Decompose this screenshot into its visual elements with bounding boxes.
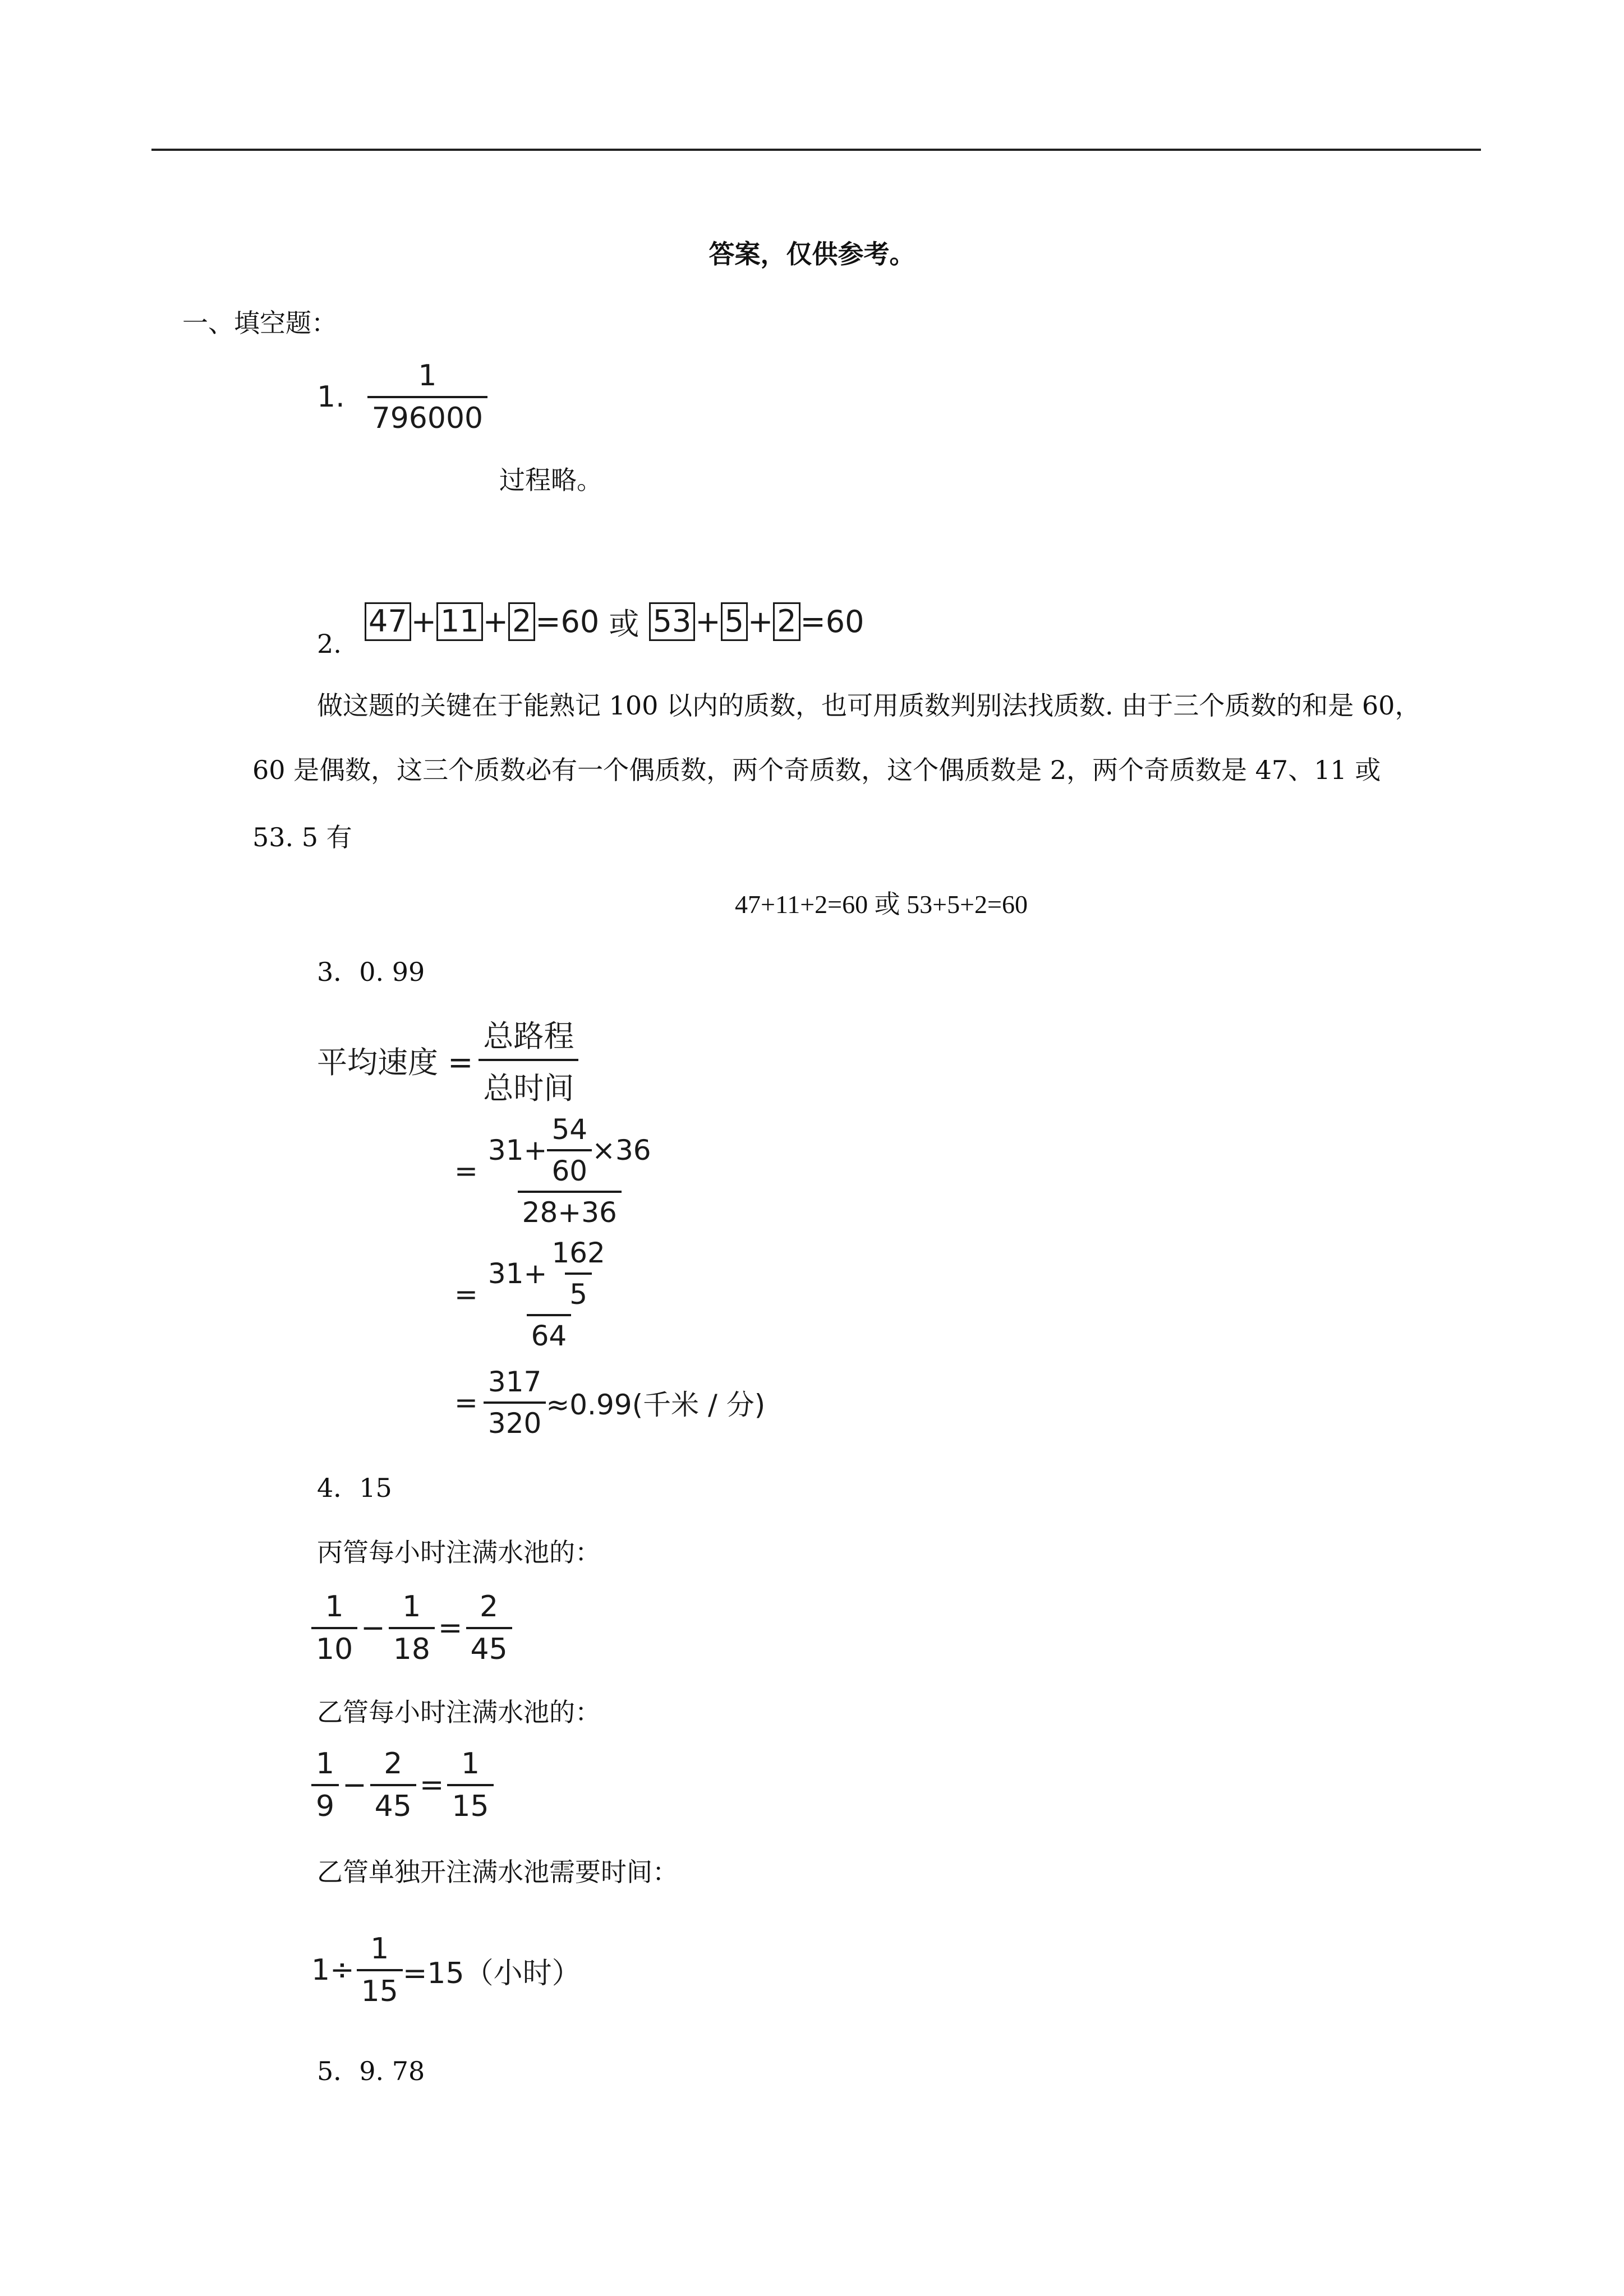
q4-f1-a-den: 10 [311,1627,357,1666]
q3-l2-inner-num: 54 [551,1113,588,1146]
q4-formula-1 [311,1590,512,1666]
q5-label: 5．9. 78 [317,2056,425,2086]
q4-f2-c-num: 1 [461,1747,480,1781]
q4-f2-b-num: 2 [384,1747,403,1781]
q2-op-4: + [747,604,774,639]
q1-numerator: 1 [418,359,437,393]
q3-fraction-3-den: 64 [527,1314,572,1352]
q4-f3-den: 15 [357,1969,403,2008]
q4-formula-2 [311,1747,494,1823]
q4-f2-eq: = [419,1768,444,1802]
q4-text-1: 丙管每小时注满水池的： [317,1537,601,1567]
q3-l3-inner-den: 5 [565,1273,592,1311]
q2-boxed-equations [365,600,864,643]
q1-label: 1. [317,380,345,414]
q2-explain-line-2: 60 是偶数，这三个质数必有一个偶质数，两个奇质数，这个偶质数是 2，两个奇质数是 47、11 或 [252,755,1381,785]
q4-f2-a-den: 9 [311,1784,339,1823]
q4-f1-eq: = [438,1611,463,1645]
q3-line-2 [454,1113,656,1229]
q2-explain-line-1: 做这题的关键在于能熟记 100 以内的质数，也可用质数判别法找质数. 由于三个质数的和是 60， [317,690,1421,721]
q4-f3-num: 1 [370,1932,389,1966]
q3-avg-speed: 平均速度 = [317,1044,473,1080]
page-title: 答案，仅供参考。 [709,239,915,269]
q3-fraction-4 [484,1366,546,1440]
q4-f2-a-num: 1 [316,1747,335,1781]
q4-f1-b-den: 18 [389,1627,435,1666]
q3-fraction-3 [484,1237,614,1352]
q4-f3-pre: 1÷ [311,1953,355,1987]
q2-box-4: 53 [649,602,696,640]
q1-answer [317,359,487,435]
q4-f2-op: − [342,1768,367,1802]
q3-equals-2: = [454,1278,478,1311]
q3-l4-num: 317 [487,1366,542,1398]
q3-equals-3: = [454,1386,478,1419]
q3-fraction-2 [484,1113,656,1229]
q3-line-4 [454,1366,765,1440]
q3-l2-b: ×36 [592,1134,651,1167]
q4-f2-b-den: 45 [370,1784,416,1823]
q2-box-5: 5 [721,602,748,640]
q4-formula-3 [311,1932,581,2008]
q2-op-3: + [695,604,721,639]
q2-op-1: + [411,604,436,639]
q2-result: 47+11+2=60 或 53+5+2=60 [735,890,1028,919]
q4-f1-op: − [361,1611,385,1645]
q4-f1-b-num: 1 [402,1590,421,1624]
q3-label: 3．0. 99 [317,957,425,987]
q3-l3-a: 31+ [487,1257,548,1290]
q3-fraction-2-den: 28+36 [518,1191,622,1229]
q3-l2-inner-den: 60 [547,1149,592,1187]
q3-fraction-1 [479,1012,578,1108]
q2-box-2: 11 [436,602,483,640]
q3-fraction-2-inner [547,1113,592,1187]
q4-f1-b [389,1590,435,1666]
q4-f1-a [311,1590,357,1666]
q2-eq-1: =60 [535,604,600,639]
q2-or: 或 [599,606,649,642]
q2-explain-line-3: 53. 5 有 [252,822,352,852]
q3-fraction-3-num [484,1237,614,1314]
header-rule [151,149,1481,151]
q4-f2-c [447,1747,493,1823]
q4-f2-c-den: 15 [447,1784,493,1823]
q1-denominator: 796000 [367,396,488,435]
q1-fraction [367,359,488,435]
q3-fraction-2-num [484,1113,656,1191]
q4-f3-post: =15（小时） [402,1956,581,1990]
q4-text-2: 乙管每小时注满水池的： [317,1697,601,1727]
q4-f1-a-num: 1 [325,1590,344,1624]
q4-f1-c-num: 2 [480,1590,499,1624]
q3-equals-1: = [454,1155,478,1187]
q3-l3-inner-num: 162 [551,1237,605,1269]
q1-note: 过程略。 [499,465,602,495]
q4-f3-frac [357,1932,403,2008]
q4-f2-b [370,1747,416,1823]
q4-f2-a [311,1747,339,1823]
q4-f1-c [466,1590,512,1666]
q3-total-distance: 总路程 [483,1018,574,1054]
q2-box-3: 2 [508,602,535,640]
q2-box-1: 47 [365,602,411,640]
q4-text-3: 乙管单独开注满水池需要时间： [317,1857,678,1887]
q4-f1-c-den: 45 [466,1627,512,1666]
q2-eq-2: =60 [800,604,864,639]
q3-line-3 [454,1237,614,1352]
q2-op-2: + [482,604,508,639]
q3-l4-den: 320 [484,1401,546,1440]
q3-fraction-3-inner [547,1237,609,1311]
q3-line-1 [317,1012,578,1108]
q3-l4-tail: ≈0.99(千米 / 分) [546,1389,766,1421]
q3-l2-a: 31+ [487,1134,548,1167]
q2-label: 2. [317,629,342,659]
q2-box-6: 2 [773,602,800,640]
q4-label: 4．15 [317,1473,392,1503]
q3-total-time: 总时间 [479,1059,578,1108]
section-heading: 一、填空题： [182,308,337,338]
